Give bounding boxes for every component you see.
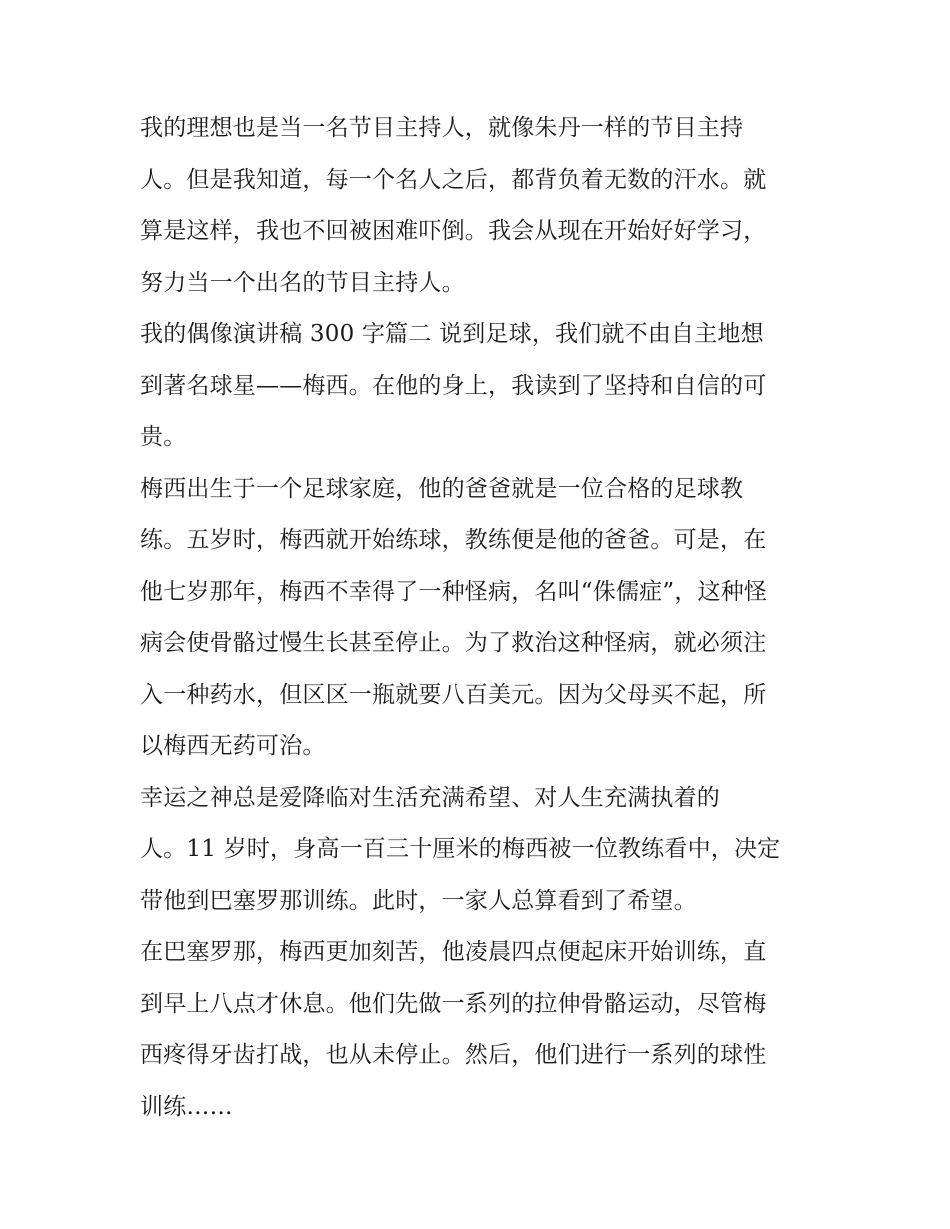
text-line: 练。五岁时，梅西就开始练球，教练便是他的爸爸。可是，在 bbox=[140, 527, 767, 553]
text-line: 到著名球星——梅西。在他的身上，我读到了坚持和自信的可 bbox=[140, 372, 767, 399]
text-line: 带他到巴塞罗那训练。此时，一家人总算看到了希望。 bbox=[140, 887, 697, 914]
text-line: 我的偶像演讲稿 300 字篇二 说到足球，我们就不由自主地想 bbox=[140, 321, 764, 347]
text-line: 梅西出生于一个足球家庭，他的爸爸就是一位合格的足球教 bbox=[140, 475, 744, 502]
text-line: 到早上八点才休息。他们先做一系列的拉伸骨骼运动，尽管梅 bbox=[140, 990, 767, 1017]
body-text bbox=[140, 103, 820, 1133]
text-line: 贵。 bbox=[140, 424, 187, 450]
text-line: 我的理想也是当一名节目主持人，就像朱丹一样的节目主持 bbox=[140, 115, 744, 141]
text-line: 训练…… bbox=[140, 1093, 233, 1120]
text-line: 在巴塞罗那，梅西更加刻苦，他凌晨四点便起床开始训练，直 bbox=[140, 939, 767, 965]
text-line: 他七岁那年，梅西不幸得了一种怪病，名叫“侏儒症”，这种怪 bbox=[140, 578, 768, 605]
text-line: 病会使骨骼过慢生长甚至停止。为了救治这种怪病，就必须注 bbox=[140, 630, 767, 656]
text-line: 算是这样，我也不回被困难吓倒。我会从现在开始好好学习， bbox=[140, 218, 767, 244]
text-line: 努力当一个出名的节目主持人。 bbox=[140, 269, 465, 296]
text-line: 西疼得牙齿打战，也从未停止。然后，他们进行一系列的球性 bbox=[140, 1042, 767, 1068]
text-line: 以梅西无药可治。 bbox=[140, 733, 326, 759]
text-line: 幸运之神总是爱降临对生活充满希望、对人生充满执着的 bbox=[140, 784, 720, 811]
text-line: 人。11 岁时，身高一百三十厘米的梅西被一位教练看中，决定 bbox=[140, 836, 781, 862]
text-line: 入一种药水，但区区一瓶就要八百美元。因为父母买不起，所 bbox=[140, 681, 767, 708]
text-line: 人。但是我知道，每一个名人之后，都背负着无数的汗水。就 bbox=[140, 166, 767, 193]
